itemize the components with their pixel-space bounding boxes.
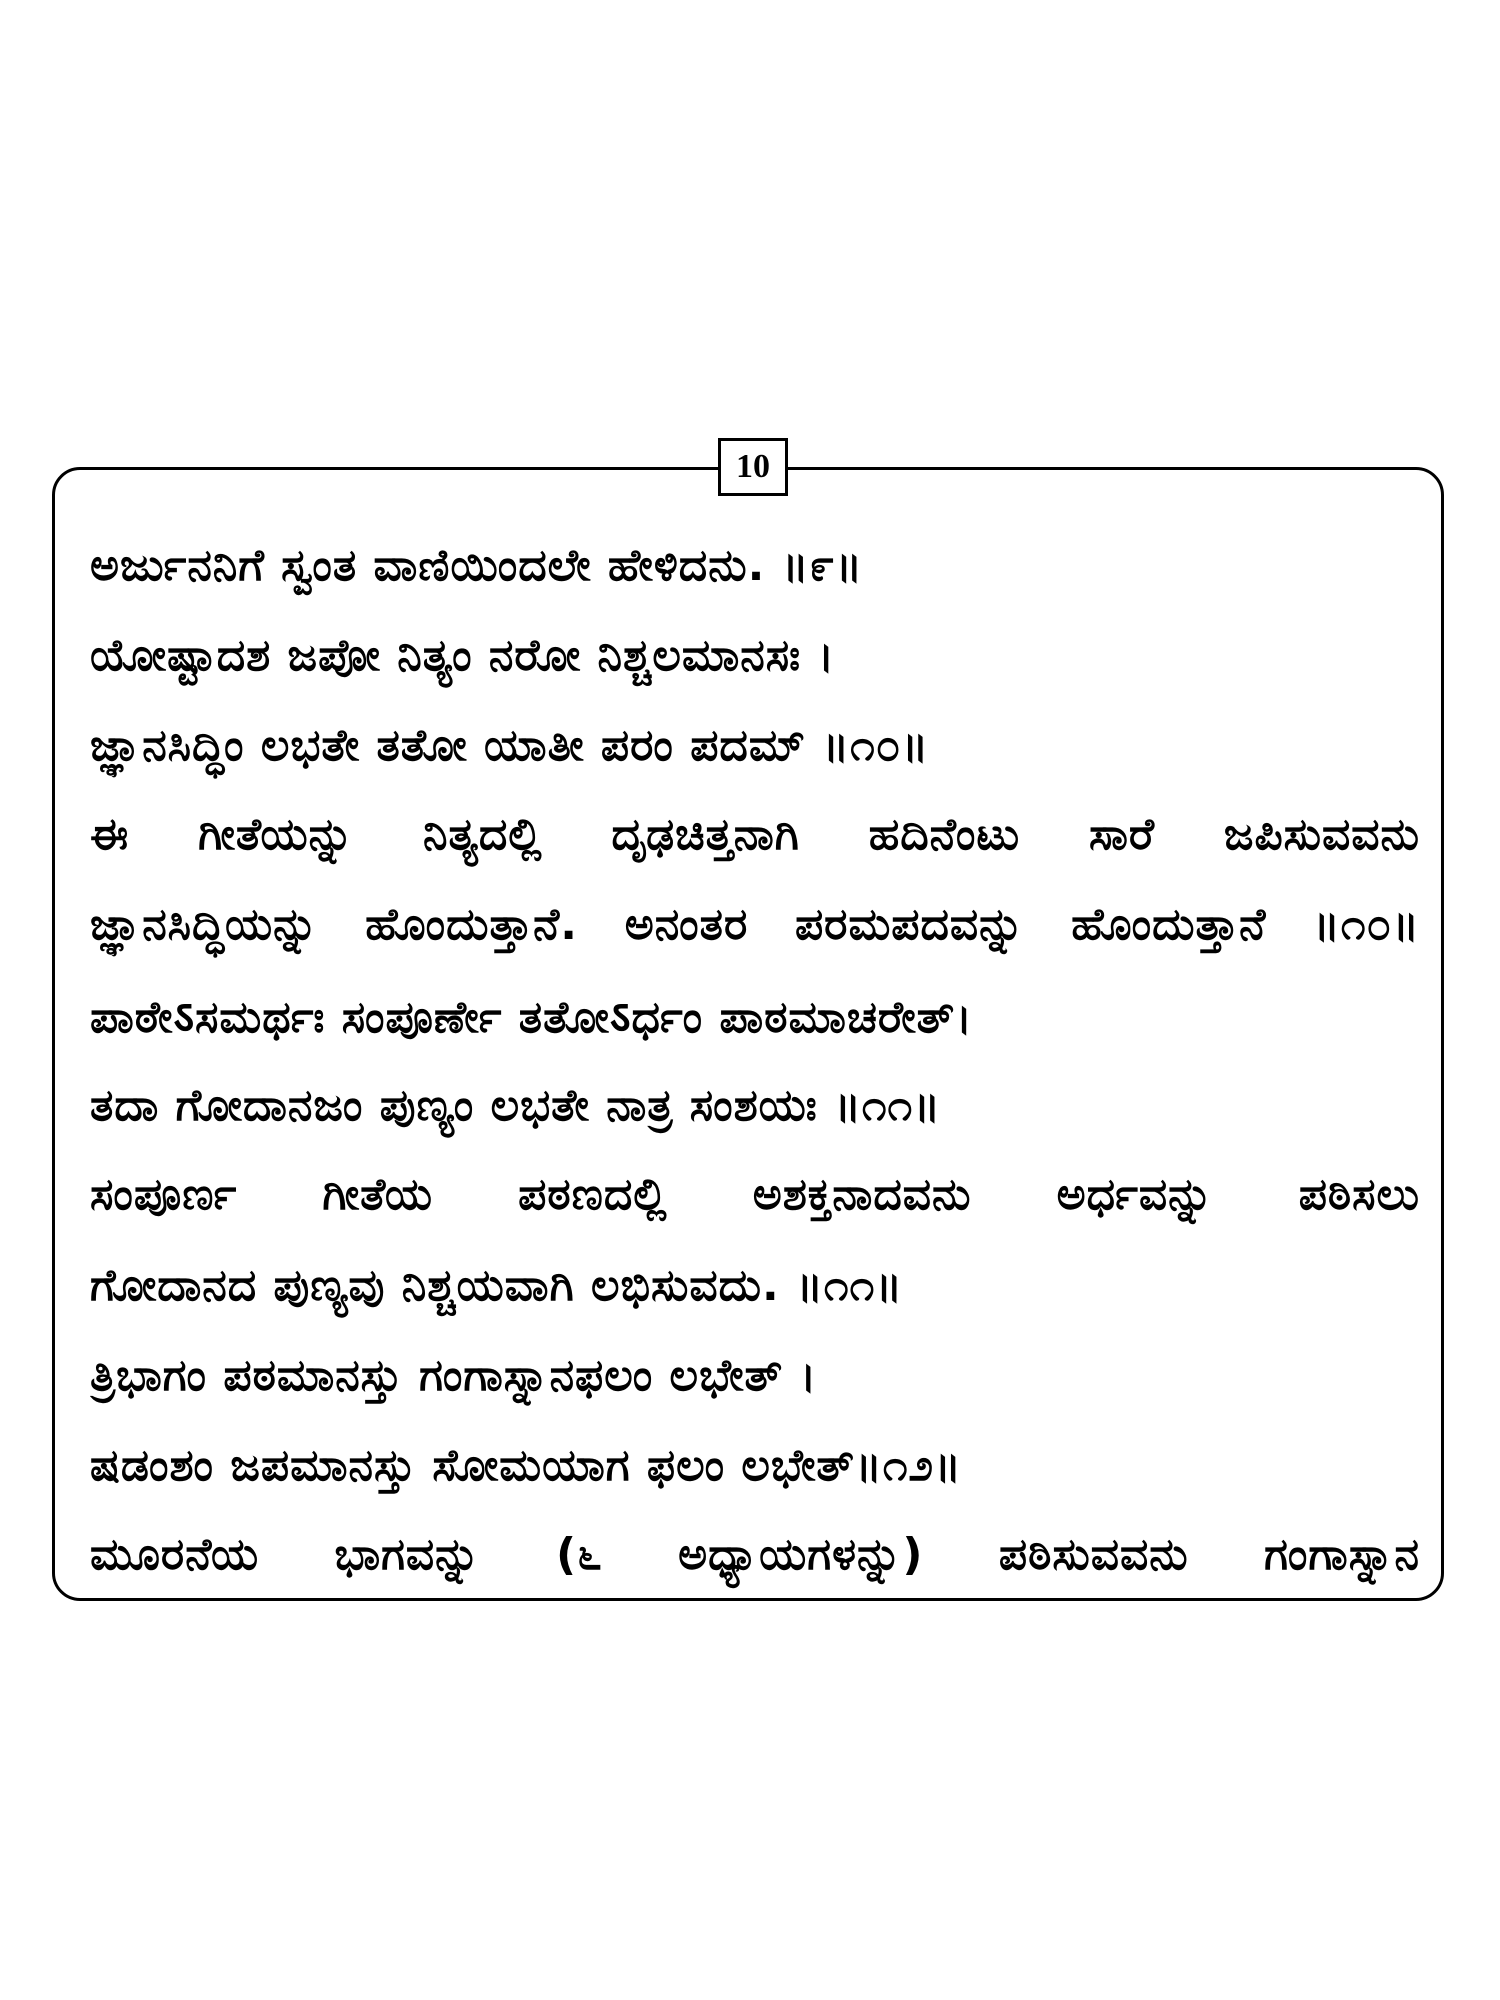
text-line-4: ಈ ಗೀತೆಯನ್ನು ನಿತ್ಯದಲ್ಲಿ ದೃಢಚಿತ್ತನಾಗಿ ಹದಿನೆಂಟು ಸಾರೆ ಜಪಿಸುವವನು — [90, 809, 1420, 860]
verse-text-block — [90, 520, 1420, 1600]
text-line-7: ತದಾ ಗೋದಾನಜಂ ಪುಣ್ಯಂ ಲಭತೇ ನಾತ್ರ ಸಂಶಯಃ ॥೧೧॥ — [90, 1079, 942, 1131]
text-line-5: ಜ್ಞಾನಸಿದ್ಧಿಯನ್ನು ಹೊಂದುತ್ತಾನೆ. ಅನಂತರ ಪರಮಪದವನ್ನು ಹೊಂದುತ್ತಾನೆ ॥೧೦॥ — [90, 899, 1420, 950]
text-line-1: ಅರ್ಜುನನಿಗೆ ಸ್ವಂತ ವಾಣಿಯಿಂದಲೇ ಹೇಳಿದನು. ॥೯॥ — [90, 539, 864, 591]
text-line-10: ತ್ರಿಭಾಗಂ ಪಠಮಾನಸ್ತು ಗಂಗಾಸ್ನಾನಫಲಂ ಲಭೇತ್ । — [90, 1349, 818, 1401]
text-line-8: ಸಂಪೂರ್ಣ ಗೀತೆಯ ಪಠಣದಲ್ಲಿ ಅಶಕ್ತನಾದವನು ಅರ್ಧವನ್ನು ಪಠಿಸಲು — [90, 1169, 1420, 1220]
text-line-3: ಜ್ಞಾನಸಿದ್ಧಿಂ ಲಭತೇ ತತೋ ಯಾತೀ ಪರಂ ಪದಮ್ ॥೧೦॥ — [90, 719, 930, 771]
text-line-6: ಪಾಠೇऽಸಮರ್ಥಃ ಸಂಪೂರ್ಣೇ ತತೋऽರ್ಧಂ ಪಾಠಮಾಚರೇತ್। — [90, 992, 973, 1043]
text-line-12: ಮೂರನೆಯ ಭಾಗವನ್ನು (೬ ಅಧ್ಯಾಯಗಳನ್ನು) ಪಠಿಸುವವನು ಗಂಗಾಸ್ನಾನ — [90, 1529, 1420, 1580]
text-line-11: ಷಡಂಶಂ ಜಪಮಾನಸ್ತು ಸೋಮಯಾಗ ಫಲಂ ಲಭೇತ್॥೧೨॥ — [90, 1439, 962, 1491]
page-number: 10 — [718, 438, 788, 496]
text-line-9: ಗೋದಾನದ ಪುಣ್ಯವು ನಿಶ್ಚಯವಾಗಿ ಲಭಿಸುವದು. ॥೧೧॥ — [90, 1259, 904, 1311]
text-line-2: ಯೋಷ್ಟಾದಶ ಜಪೋ ನಿತ್ಯಂ ನರೋ ನಿಶ್ಚಲಮಾನಸಃ । — [90, 629, 836, 681]
